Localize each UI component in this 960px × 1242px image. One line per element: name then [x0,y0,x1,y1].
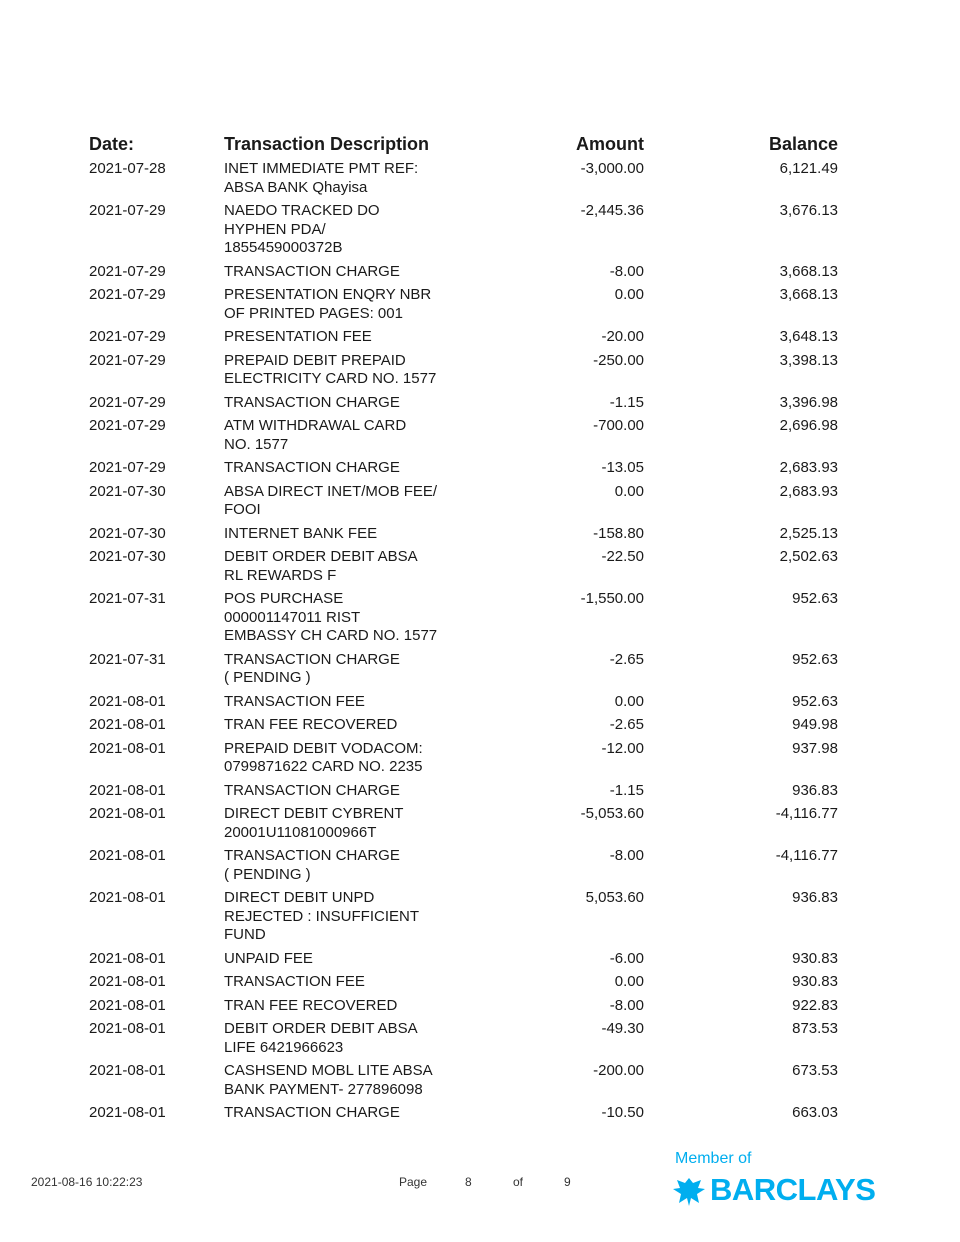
balance-cell: 2,696.98 [779,417,838,434]
table-row [0,847,960,889]
amount-cell: -20.00 [601,328,644,345]
description-cell: TRANSACTION CHARGE [224,781,400,799]
description-cell: UNPAID FEE [224,949,313,967]
description-cell: TRANSACTION CHARGE [224,262,400,280]
balance-cell: 2,683.93 [779,459,838,476]
balance-cell: -4,116.77 [775,847,838,864]
table-row [0,889,960,950]
table-row [0,459,960,483]
description-cell: DIRECT DEBIT CYBRENT 20001U11081000966T [224,805,404,841]
description-cell: DIRECT DEBIT UNPD REJECTED : INSUFFICIENT FUND [224,889,420,943]
table-row [0,548,960,590]
table-row [0,394,960,418]
table-row [0,651,960,693]
date-cell: 2021-08-01 [89,1104,166,1121]
balance-cell: 937.98 [792,739,838,757]
table-header [0,130,960,160]
date-cell: 2021-07-29 [89,328,166,345]
table-row [0,805,960,847]
barclays-wordmark: BARCLAYS [710,1172,876,1207]
date-cell: 2021-08-01 [89,781,166,799]
balance-cell: 952.63 [792,590,838,607]
balance-cell: 930.83 [792,949,838,967]
amount-cell: -1.15 [609,393,644,411]
table-row [0,202,960,263]
table-row [0,263,960,287]
balance-cell: 949.98 [792,716,838,733]
description-cell: ABSA DIRECT INET/MOB FEE/ FOOI [224,482,438,518]
amount-cell: 0.00 [614,286,644,303]
amount-cell: -158.80 [593,524,644,542]
balance-cell: 3,398.13 [779,351,838,369]
header-description: Transaction Description [224,134,430,154]
balance-cell: 3,676.13 [779,202,838,219]
table-row [0,417,960,459]
description-cell: TRAN FEE RECOVERED [224,716,398,733]
amount-cell: 5,053.60 [585,889,644,906]
description-cell: DEBIT ORDER DEBIT ABSA RL REWARDS F [224,548,418,584]
balance-cell: 663.03 [792,1104,838,1121]
amount-cell: -2.65 [609,716,644,733]
page-total: 9 [564,1175,571,1189]
date-cell: 2021-07-29 [89,202,166,219]
date-cell: 2021-07-29 [89,262,166,280]
date-cell: 2021-08-01 [89,996,166,1014]
amount-cell: -10.50 [601,1104,644,1121]
header-amount: Amount [576,134,644,154]
table-row [0,782,960,806]
table-row [0,716,960,740]
amount-cell: -8.00 [609,996,644,1014]
barclays-logo [672,1150,882,1210]
balance-cell: 873.53 [792,1020,838,1037]
amount-cell: -8.00 [609,262,644,280]
amount-cell: -22.50 [601,548,644,565]
balance-cell: 3,648.13 [779,328,838,345]
table-row [0,525,960,549]
page-number: 8 [465,1175,472,1189]
description-cell: TRANSACTION CHARGE [224,459,400,476]
balance-cell: -4,116.77 [775,805,838,822]
date-cell: 2021-08-01 [89,847,166,864]
date-cell: 2021-08-01 [89,949,166,967]
date-cell: 2021-08-01 [89,805,166,822]
page-label: Page [399,1175,428,1189]
balance-cell: 3,668.13 [779,286,838,303]
balance-cell: 930.83 [792,973,838,990]
balance-cell: 2,683.93 [779,482,838,500]
amount-cell: -200.00 [593,1062,644,1079]
date-cell: 2021-08-01 [89,1020,166,1037]
member-of-text: Member of [675,1150,752,1167]
amount-cell: -700.00 [593,417,644,434]
description-cell: CASHSEND MOBL LITE ABSA BANK PAYMENT- 277896098 [224,1062,433,1098]
balance-cell: 952.63 [792,650,838,668]
table-row [0,1062,960,1104]
description-cell: ATM WITHDRAWAL CARD NO. 1577 [224,417,407,453]
description-cell: PREPAID DEBIT VODACOM: 0799871622 CARD NO. 2235 [224,739,423,775]
description-cell: TRANSACTION CHARGE [224,1104,400,1121]
amount-cell: -2.65 [609,650,644,668]
date-cell: 2021-07-29 [89,459,166,476]
balance-cell: 2,525.13 [779,524,838,542]
balance-cell: 936.83 [792,889,838,906]
amount-cell: -3,000.00 [580,160,644,177]
amount-cell: -2,445.36 [580,202,644,219]
print-timestamp: 2021-08-16 10:22:23 [31,1175,143,1189]
amount-cell: -49.30 [601,1020,644,1037]
header-date: Date: [89,134,135,154]
description-cell: DEBIT ORDER DEBIT ABSA LIFE 6421966623 [224,1020,418,1056]
date-cell: 2021-07-31 [89,590,166,607]
table-row [0,160,960,202]
table-row [0,328,960,352]
amount-cell: 0.00 [614,692,644,710]
description-cell: TRAN FEE RECOVERED [224,996,398,1014]
table-row [0,740,960,782]
table-body [0,160,960,1128]
balance-cell: 673.53 [792,1062,838,1079]
amount-cell: -5,053.60 [580,805,644,822]
date-cell: 2021-08-01 [89,1062,166,1079]
date-cell: 2021-08-01 [89,716,166,733]
date-cell: 2021-07-29 [89,417,166,434]
table-row [0,693,960,717]
amount-cell: -250.00 [593,351,644,369]
header-balance: Balance [768,134,838,154]
date-cell: 2021-07-29 [89,393,166,411]
description-cell: TRANSACTION CHARGE [224,393,400,411]
table-row [0,950,960,974]
amount-cell: 0.00 [614,973,644,990]
balance-cell: 3,668.13 [779,262,838,280]
date-cell: 2021-07-30 [89,524,166,542]
balance-cell: 922.83 [792,996,838,1014]
amount-cell: -13.05 [601,459,644,476]
table-row [0,286,960,328]
amount-cell: -1,550.00 [580,590,644,607]
description-cell: NAEDO TRACKED DO HYPHEN PDA/ 1855459000372B [224,202,380,256]
date-cell: 2021-08-01 [89,739,166,757]
description-cell: INTERNET BANK FEE [224,524,378,542]
date-cell: 2021-07-30 [89,482,166,500]
table-row [0,483,960,525]
amount-cell: -8.00 [609,847,644,864]
date-cell: 2021-08-01 [89,889,166,906]
description-cell: TRANSACTION CHARGE ( PENDING ) [224,650,400,686]
date-cell: 2021-07-28 [89,160,166,177]
description-cell: TRANSACTION FEE [224,692,365,710]
date-cell: 2021-07-31 [89,650,166,668]
description-cell: TRANSACTION CHARGE ( PENDING ) [224,847,400,883]
date-cell: 2021-08-01 [89,692,166,710]
table-row [0,997,960,1021]
table-row [0,352,960,394]
date-cell: 2021-07-30 [89,548,166,565]
description-cell: POS PURCHASE 000001147011 RIST EMBASSY CH CARD NO. 1577 [224,590,438,644]
date-cell: 2021-07-29 [89,286,166,303]
table-row [0,590,960,651]
balance-cell: 3,396.98 [779,393,838,411]
eagle-icon [672,1174,706,1208]
balance-cell: 936.83 [792,781,838,799]
description-cell: PRESENTATION ENQRY NBR OF PRINTED PAGES: 001 [224,286,432,322]
amount-cell: -6.00 [609,949,644,967]
table-row [0,1104,960,1128]
description-cell: TRANSACTION FEE [224,973,365,990]
balance-cell: 2,502.63 [779,548,838,565]
balance-cell: 952.63 [792,692,838,710]
amount-cell: 0.00 [614,482,644,500]
description-cell: PRESENTATION FEE [224,328,372,345]
date-cell: 2021-08-01 [89,973,166,990]
amount-cell: -1.15 [609,781,644,799]
amount-cell: -12.00 [601,739,644,757]
date-cell: 2021-07-29 [89,351,166,369]
balance-cell: 6,121.49 [779,160,838,177]
table-row [0,973,960,997]
of-label: of [513,1175,524,1189]
transaction-table [0,130,960,1128]
description-cell: INET IMMEDIATE PMT REF: ABSA BANK Qhayisa [224,160,419,196]
description-cell: PREPAID DEBIT PREPAID ELECTRICITY CARD NO. 1577 [224,351,437,387]
table-row [0,1020,960,1062]
